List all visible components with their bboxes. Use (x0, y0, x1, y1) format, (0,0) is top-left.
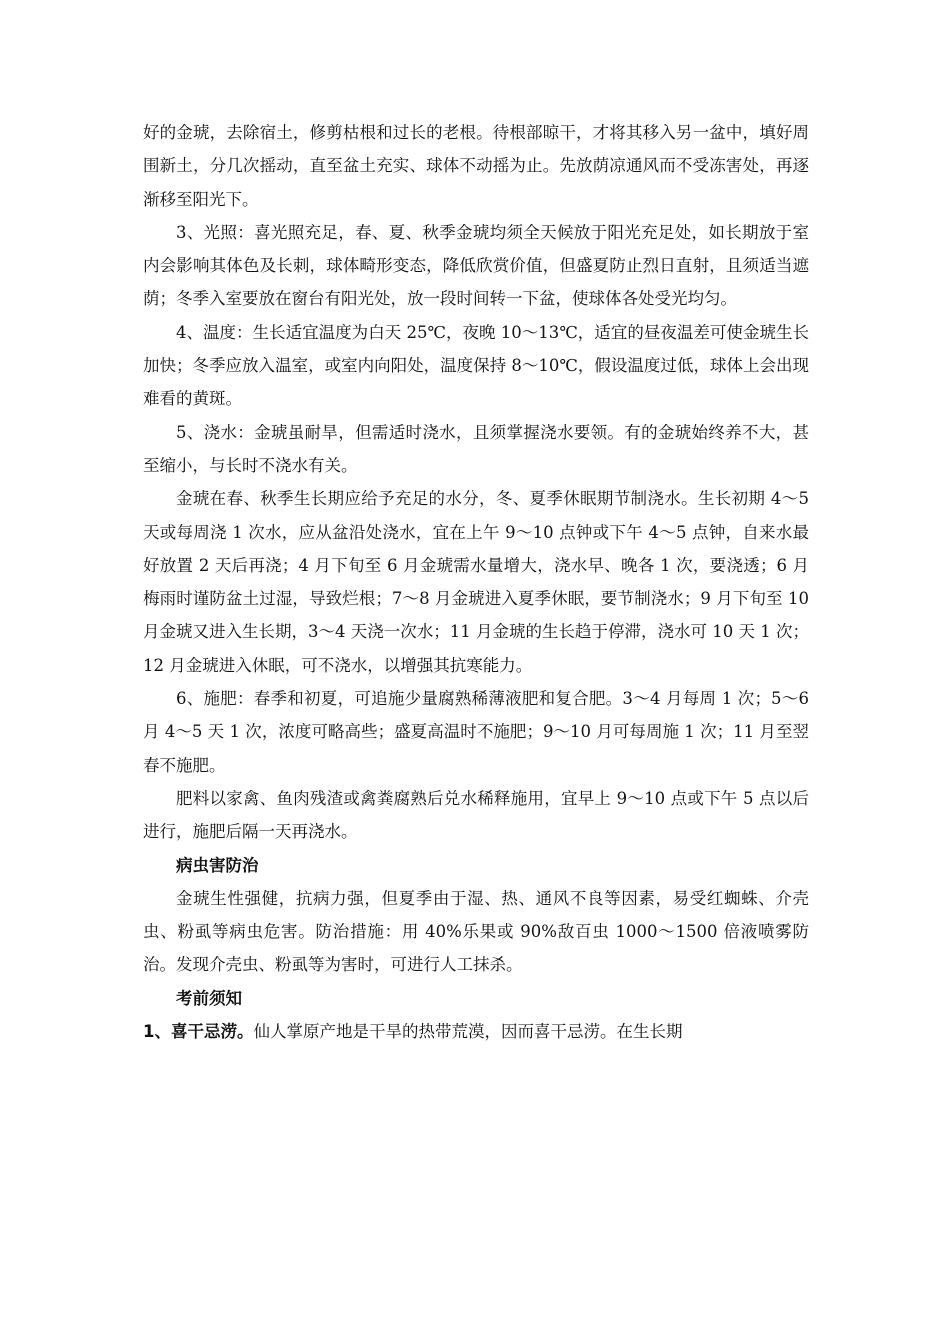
paragraph-repotting-end: 好的金琥，去除宿土，修剪枯根和过长的老根。待根部晾干，才将其移入另一盆中，填好周围新土，分几次摇动，直至盆土充实、球体不动摇为止。先放荫凉通风而不受冻害处，再逐渐移至阳光下。 (143, 123, 809, 209)
note-1-text: 仙人掌原产地是干旱的热带荒漠，因而喜干忌涝。在生长期 (253, 1022, 683, 1042)
paragraph-pest-control: 金琥生性强健，抗病力强，但夏季由于湿、热、通风不良等因素，易受红蜘蛛、介壳虫、粉虱等病虫危害。防治措施：用 40%乐果或 90%敌百虫 1000～1500 倍液喷雾防治。发现介壳虫、粉虱等为害时，可进行人工抹杀。 (143, 888, 809, 975)
paragraph-watering: 5、浇水：金琥虽耐旱，但需适时浇水，且须掌握浇水要领。有的金琥始终养不大，甚至缩小，与长时不浇水有关。 (143, 422, 809, 475)
note-1-lead: 1、喜干忌涝。 (143, 1022, 254, 1042)
paragraph-light: 3、光照：喜光照充足，春、夏、秋季金琥均须全天候放于阳光充足处，如长期放于室内会影响其体色及长刺，球体畸形变态，降低欣赏价值，但盛夏防止烈日直射，且须适当遮荫；冬季入室要放在窗台有阳光处，放一段时间转一下盆，使球体各处受光均匀。 (143, 222, 809, 309)
section-heading-notes: 考前须知 (176, 988, 242, 1008)
paragraph-watering-schedule: 金琥在春、秋季生长期应给予充足的水分，冬、夏季休眠期节制浇水。生长初期 4～5 天或每周浇 1 次水，应从盆沿处浇水，宜在上午 9～10 点钟或下午 4～5 点钟，自来水最好放置 2 天后再浇；4 月下旬至 6 月金琥需水量增大，浇水早、晚各 1 次，要浇透；6 月梅雨时谨防盆土过湿，导致烂根；7～8 月金琥进入夏季休眠，要节制浇水；9 月下旬至 10 月金琥又进入生长期，3～4 天浇一次水；11 月金琥的生长趋于停滞，浇水可 10 天 1 次；12 月金琥进入休眠，可不浇水，以增强其抗寒能力。 (143, 489, 809, 675)
paragraph-fertilizer-type: 肥料以家禽、鱼肉残渣或禽粪腐熟后兑水稀释施用，宜早上 9～10 点或下午 5 点以后进行，施肥后隔一天再浇水。 (143, 788, 809, 842)
paragraph-note-1 (143, 1015, 809, 1048)
section-heading-pest-control: 病虫害防治 (176, 855, 259, 875)
paragraph-temperature: 4、温度：生长适宜温度为白天 25℃，夜晚 10～13℃，适宜的昼夜温差可使金琥生长加快；冬季应放入温室，或室内向阳处，温度保持 8～10℃，假设温度过低，球体上会出现难看的黄斑。 (143, 322, 809, 409)
document-page (143, 116, 809, 1048)
paragraph-fertilizing: 6、施肥：春季和初夏，可追施少量腐熟稀薄液肥和复合肥。3～4 月每周 1 次；5～6 月 4～5 天 1 次，浓度可略高些；盛夏高温时不施肥；9～10 月可每周施 1 次；11 月至翌春不施肥。 (143, 689, 809, 775)
